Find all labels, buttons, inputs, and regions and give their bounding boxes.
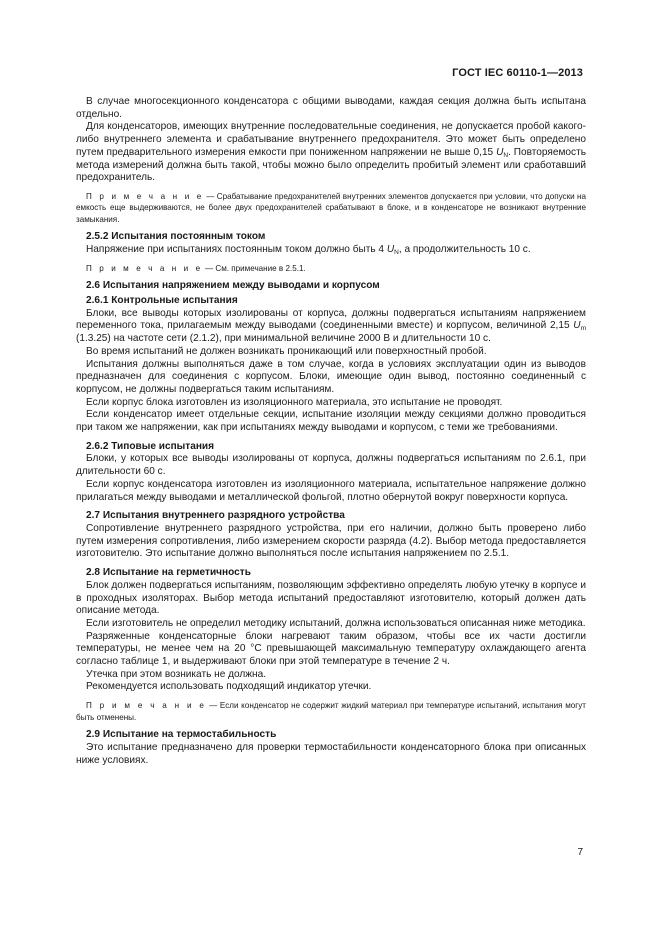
note-paragraph: П р и м е ч а н и е — Срабатывание предохранителей внутренних элементов допускается при условии, что допуски на емкость еще выдерживаются, не более двух предохранителей срабатывают в блоке, и в конденсаторе не возникают внутренние замыкания.	[76, 191, 586, 224]
body-paragraph: Если конденсатор имеет отдельные секции, испытание изоляции между секциями должно проводиться при таком же напряжении, как при испытаниях между выводами и корпусом, с теми же требованиями.	[76, 409, 586, 434]
section-heading: 2.6.2 Типовые испытания	[86, 440, 215, 452]
body-paragraph: Это испытание предназначено для проверки термостабильности конденсаторного блока при описанных ниже условиях.	[76, 741, 586, 766]
page-number: 7	[577, 847, 583, 858]
body-paragraph: Напряжение при испытаниях постоянным током должно быть 4 $U_N$, а продолжительность 10 с.	[86, 244, 531, 257]
body-paragraph: Если изготовитель не определил методику испытаний, должна использоваться описанная ниже методика.	[86, 617, 586, 629]
body-paragraph: Если корпус блока изготовлен из изоляционного материала, это испытание не проводят.	[86, 396, 503, 408]
body-paragraph: Блоки, все выводы которых изолированы от корпуса, должны подвергаться испытаниям напряжением переменного тока, прилагаемым между выводами (соединенными вместе) и корпусом, величиной 2,15 $U_m$ (1.3.25) на частоте сети (2.1.2), при минимальной величине 2000 В и длительности 10 с.	[76, 307, 586, 345]
note-label: П р и м е ч а н и е	[86, 263, 203, 273]
body-paragraph: Разряженные конденсаторные блоки нагревают таким образом, чтобы все их части достигли температуры, не менее чем на 20 °С превышающей максимальную температуру охлаждающего агента согласно таблице 1, и выдерживают блоки при этой температуре в течение 2 ч.	[76, 630, 586, 668]
body-paragraph: Рекомендуется использовать подходящий индикатор утечки.	[86, 681, 372, 693]
note-paragraph: П р и м е ч а н и е — См. примечание в 2.5.1.	[86, 263, 306, 273]
body-paragraph: Во время испытаний не должен возникать проникающий или поверхностный пробой.	[86, 345, 487, 357]
body-paragraph: Если корпус конденсатора изготовлен из изоляционного материала, испытательное напряжение должно прилагаться между выводами и металлической фольгой, плотно обернутой вокруг поверхности корпуса.	[76, 478, 586, 503]
body-paragraph: Блок должен подвергаться испытаниям, позволяющим эффективно определять любую утечку в корпусе и в проходных изоляторах. Выбор метода испытаний предоставляют изготовителю, который должен дать описание метода.	[76, 579, 586, 617]
body-paragraph: Сопротивление внутреннего разрядного устройства, при его наличии, должно быть проверено либо путем измерения сопротивления, либо измерением скорости разряда (4.2). Выбор метода предоставляется изготовителю. Это испытание должно выполняться после испытания напряжением по 2.5.1.	[76, 522, 586, 560]
body-paragraph: Блоки, у которых все выводы изолированы от корпуса, должны подвергаться испытаниям по 2.6.1, при длительности 60 с.	[76, 453, 586, 478]
note-paragraph: П р и м е ч а н и е — Если конденсатор не содержит жидкий материал при температуре испытаний, испытания могут быть отменены.	[76, 701, 586, 722]
body-paragraph: В случае многосекционного конденсатора с общими выводами, каждая секция должна быть испытана отдельно.	[76, 96, 586, 120]
body-paragraph: Для конденсаторов, имеющих внутренние последовательные соединения, не допускается пробой какого-либо внутреннего элемента и срабатывание внутреннего предохранителя. Это может быть определено путем предварительного измерения емкости при пониженном напряжении не выше 0,15 $U_N$. Повторяемость метода измерений должна быть такой, чтобы можно было определить пробитый элемент или сработавший предохранитель.	[76, 121, 586, 184]
standard-header: ГОСТ IEC 60110-1—2013	[452, 67, 583, 79]
section-heading: 2.6 Испытания напряжением между выводами и корпусом	[86, 280, 380, 292]
body-paragraph: Испытания должны выполняться даже в том случае, когда в условиях эксплуатации один из выводов предназначен для соединения с корпусом. Блоки, имеющие один вывод, постоянно соединенный с корпусом, не должны подвергаться таким испытаниям.	[76, 358, 586, 395]
section-heading: 2.8 Испытание на герметичность	[86, 567, 251, 579]
document-body	[76, 96, 586, 767]
section-heading: 2.5.2 Испытания постоянным током	[86, 231, 266, 243]
note-label: П р и м е ч а н и е	[86, 701, 207, 711]
body-paragraph: Утечка при этом возникать не должна.	[86, 668, 267, 680]
note-label: П р и м е ч а н и е	[86, 191, 204, 201]
section-heading: 2.9 Испытание на термостабильность	[86, 729, 277, 741]
section-heading: 2.6.1 Контрольные испытания	[86, 295, 238, 307]
section-heading: 2.7 Испытания внутреннего разрядного устройства	[86, 510, 345, 522]
